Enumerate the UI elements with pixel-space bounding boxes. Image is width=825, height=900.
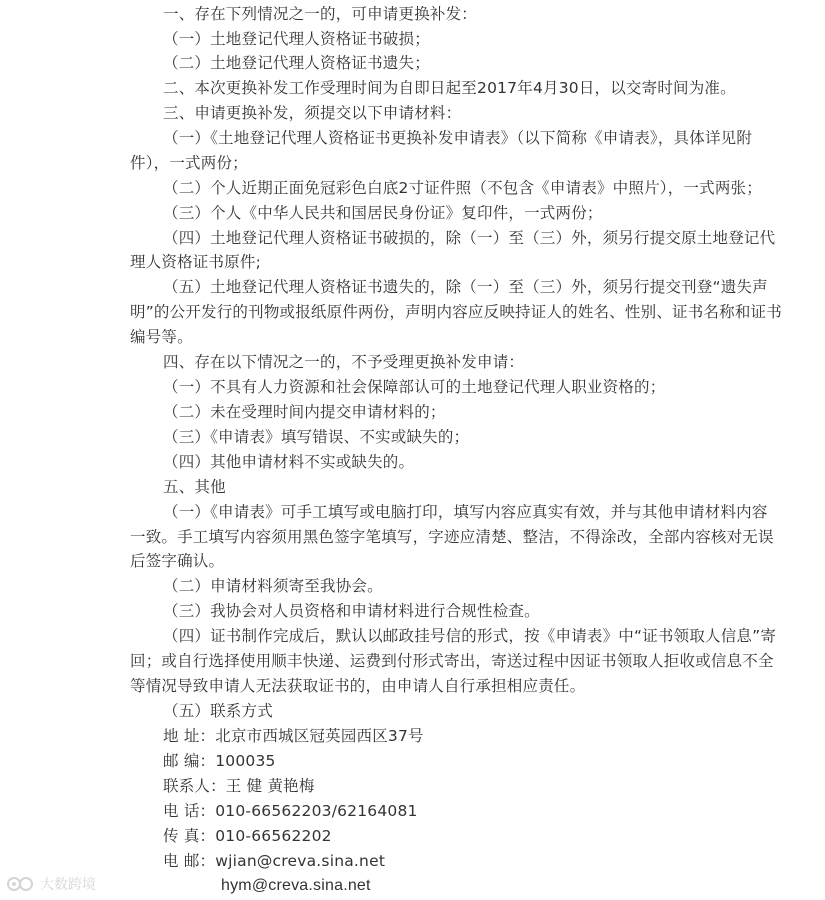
paragraph-line: （三）《申请表》填写错误、不实或缺失的； bbox=[163, 428, 470, 446]
contact-email-2: hym@creva.sina.net bbox=[221, 877, 371, 894]
paragraph-line: （四）证书制作完成后，默认以邮政挂号信的形式，按《申请表》中“证书领取人信息”寄 bbox=[163, 627, 777, 645]
paragraph-line: （一）不具有人力资源和社会保障部认可的土地登记代理人职业资格的； bbox=[163, 378, 666, 396]
contact-email: 电 邮：wjian@creva.sina.net bbox=[163, 852, 386, 870]
paragraph-line: （二）土地登记代理人资格证书遗失； bbox=[163, 54, 430, 72]
contact-fax: 传 真：010-66562202 bbox=[163, 827, 332, 845]
paragraph-line: 件），一式两份； bbox=[130, 154, 248, 172]
paragraph-line: （一）《土地登记代理人资格证书更换补发申请表》（以下简称《申请表》，具体详见附 bbox=[163, 129, 753, 147]
contact-phone: 电 话：010-66562203/62164081 bbox=[163, 802, 418, 820]
contact-person: 联系人：王 健 黄艳梅 bbox=[163, 777, 315, 795]
paragraph-line: （一）《申请表》可手工填写或电脑打印，填写内容应真实有效，并与其他申请材料内容 bbox=[163, 503, 768, 521]
watermark-logo-icon bbox=[6, 874, 36, 894]
paragraph-line: 明”的公开发行的刊物或报纸原件两份，声明内容应反映持证人的姓名、性别、证书名称和证书 bbox=[130, 303, 782, 321]
paragraph-line: （三）我协会对人员资格和申请材料进行合规性检查。 bbox=[163, 602, 540, 620]
paragraph-line: （三）个人《中华人民共和国居民身份证》复印件，一式两份； bbox=[163, 204, 603, 222]
paragraph-line: （二）未在受理时间内提交申请材料的； bbox=[163, 403, 446, 421]
paragraph-line: 等情况导致申请人无法获取证书的，由申请人自行承担相应责任。 bbox=[130, 677, 586, 695]
section-2-heading: 二、本次更换补发工作受理时间为自即日起至2017年4月30日，以交寄时间为准。 bbox=[163, 79, 736, 97]
section-4-heading: 四、存在以下情况之一的，不予受理更换补发申请： bbox=[163, 353, 525, 371]
section-1-heading: 一、存在下列情况之一的，可申请更换补发： bbox=[163, 5, 478, 23]
contact-postcode: 邮 编：100035 bbox=[163, 752, 276, 770]
paragraph-line: （四）其他申请材料不实或缺失的。 bbox=[163, 453, 415, 471]
paragraph-line: 回；或自行选择使用顺丰快递、运费到付形式寄出，寄送过程中因证书领取人拒收或信息不全 bbox=[130, 652, 774, 670]
contact-address: 地 址：北京市西城区冠英园西区37号 bbox=[163, 727, 424, 745]
watermark bbox=[6, 874, 96, 894]
paragraph-line: 一致。手工填写内容须用黑色签字笔填写，字迹应清楚、整洁，不得涂改，全部内容核对无误 bbox=[130, 528, 774, 546]
contact-heading: （五）联系方式 bbox=[163, 702, 273, 720]
section-3-heading: 三、申请更换补发，须提交以下申请材料： bbox=[163, 104, 462, 122]
paragraph-line: 理人资格证书原件; bbox=[130, 253, 262, 271]
watermark-text: 大数跨境 bbox=[40, 877, 96, 893]
paragraph-line: （五）土地登记代理人资格证书遗失的，除（一）至（三）外，须另行提交刊登“遗失声 bbox=[163, 278, 768, 296]
section-5-heading: 五、其他 bbox=[163, 478, 226, 496]
paragraph-line: （一）土地登记代理人资格证书破损； bbox=[163, 30, 430, 48]
paragraph-line: （二）个人近期正面免冠彩色白底2寸证件照（不包含《申请表》中照片），一式两张； bbox=[163, 179, 762, 197]
paragraph-line: （二）申请材料须寄至我协会。 bbox=[163, 577, 383, 595]
paragraph-line: 编号等。 bbox=[130, 328, 193, 346]
paragraph-line: （四）土地登记代理人资格证书破损的，除（一）至（三）外，须另行提交原土地登记代 bbox=[163, 229, 776, 247]
paragraph-line: 后签字确认。 bbox=[130, 552, 225, 570]
